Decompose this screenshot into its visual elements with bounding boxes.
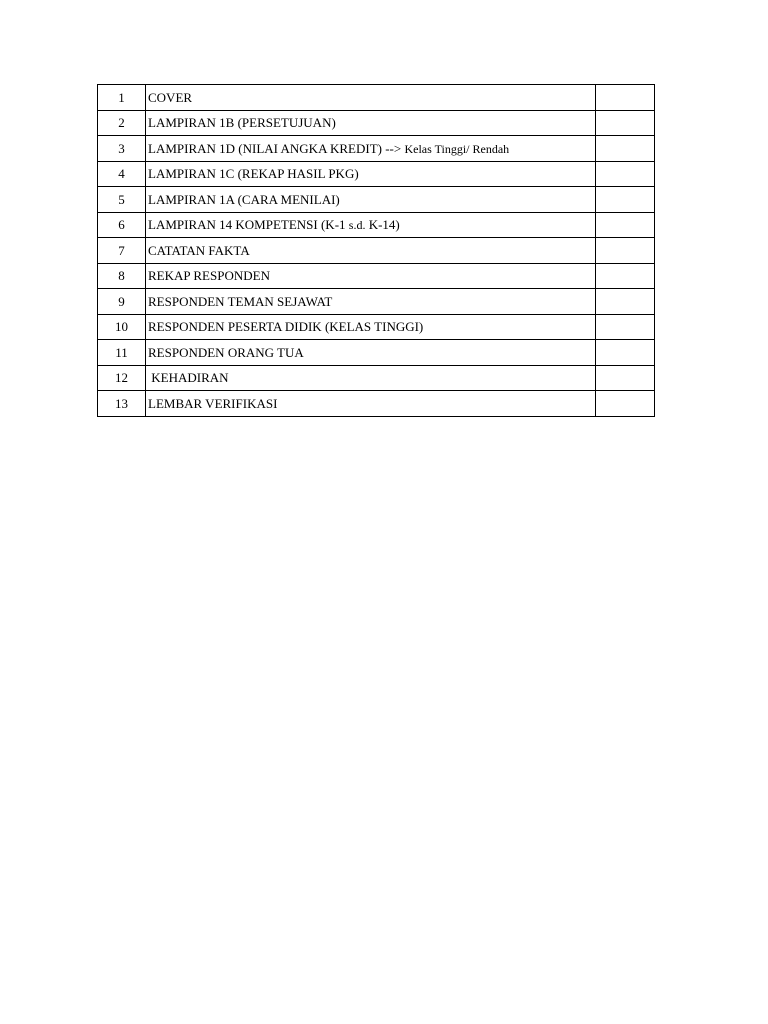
row-number: 1 [98,85,146,111]
row-check-cell [596,263,655,289]
row-check-cell [596,187,655,213]
row-item: LAMPIRAN 14 KOMPETENSI (K-1 [148,217,346,233]
table-row [98,187,655,213]
table-row [98,391,655,417]
table-row [98,85,655,111]
row-item-tail: K-14) [368,217,400,233]
table-row [98,238,655,264]
row-number: 8 [98,263,146,289]
row-item: RESPONDEN PESERTA DIDIK (KELAS TINGGI) [146,314,596,340]
row-item: RESPONDEN ORANG TUA [146,340,596,366]
row-number: 7 [98,238,146,264]
table-row [98,136,655,162]
row-number: 4 [98,161,146,187]
row-item-cell [146,212,596,238]
row-number: 11 [98,340,146,366]
row-check-cell [596,340,655,366]
row-check-cell [596,238,655,264]
table-row [98,212,655,238]
row-item-note: Kelas Tinggi/ Rendah [404,141,510,156]
row-item: COVER [146,85,596,111]
row-item: REKAP RESPONDEN [146,263,596,289]
row-number: 2 [98,110,146,136]
row-check-cell [596,391,655,417]
row-item: CATATAN FAKTA [146,238,596,264]
document-checklist-table [97,84,655,417]
table-row [98,314,655,340]
row-item: LAMPIRAN 1A (CARA MENILAI) [146,187,596,213]
row-check-cell [596,365,655,391]
row-number: 13 [98,391,146,417]
row-number: 10 [98,314,146,340]
table-row [98,263,655,289]
table-row [98,110,655,136]
row-item: LAMPIRAN 1C (REKAP HASIL PKG) [146,161,596,187]
row-item: LEMBAR VERIFIKASI [146,391,596,417]
row-number: 12 [98,365,146,391]
row-item: LAMPIRAN 1B (PERSETUJUAN) [146,110,596,136]
row-item: LAMPIRAN 1D (NILAI ANGKA KREDIT) --> [148,140,402,156]
row-number: 9 [98,289,146,315]
row-number: 6 [98,212,146,238]
row-item-cell [146,136,596,162]
row-check-cell [596,289,655,315]
row-check-cell [596,212,655,238]
row-check-cell [596,314,655,340]
table-row [98,289,655,315]
row-item-note: s.d. [348,218,366,233]
table-row [98,161,655,187]
table-row [98,365,655,391]
row-check-cell [596,136,655,162]
row-number: 5 [98,187,146,213]
row-item: RESPONDEN TEMAN SEJAWAT [146,289,596,315]
row-number: 3 [98,136,146,162]
row-check-cell [596,161,655,187]
table-row [98,340,655,366]
row-check-cell [596,85,655,111]
row-check-cell [596,110,655,136]
row-item: KEHADIRAN [146,365,596,391]
